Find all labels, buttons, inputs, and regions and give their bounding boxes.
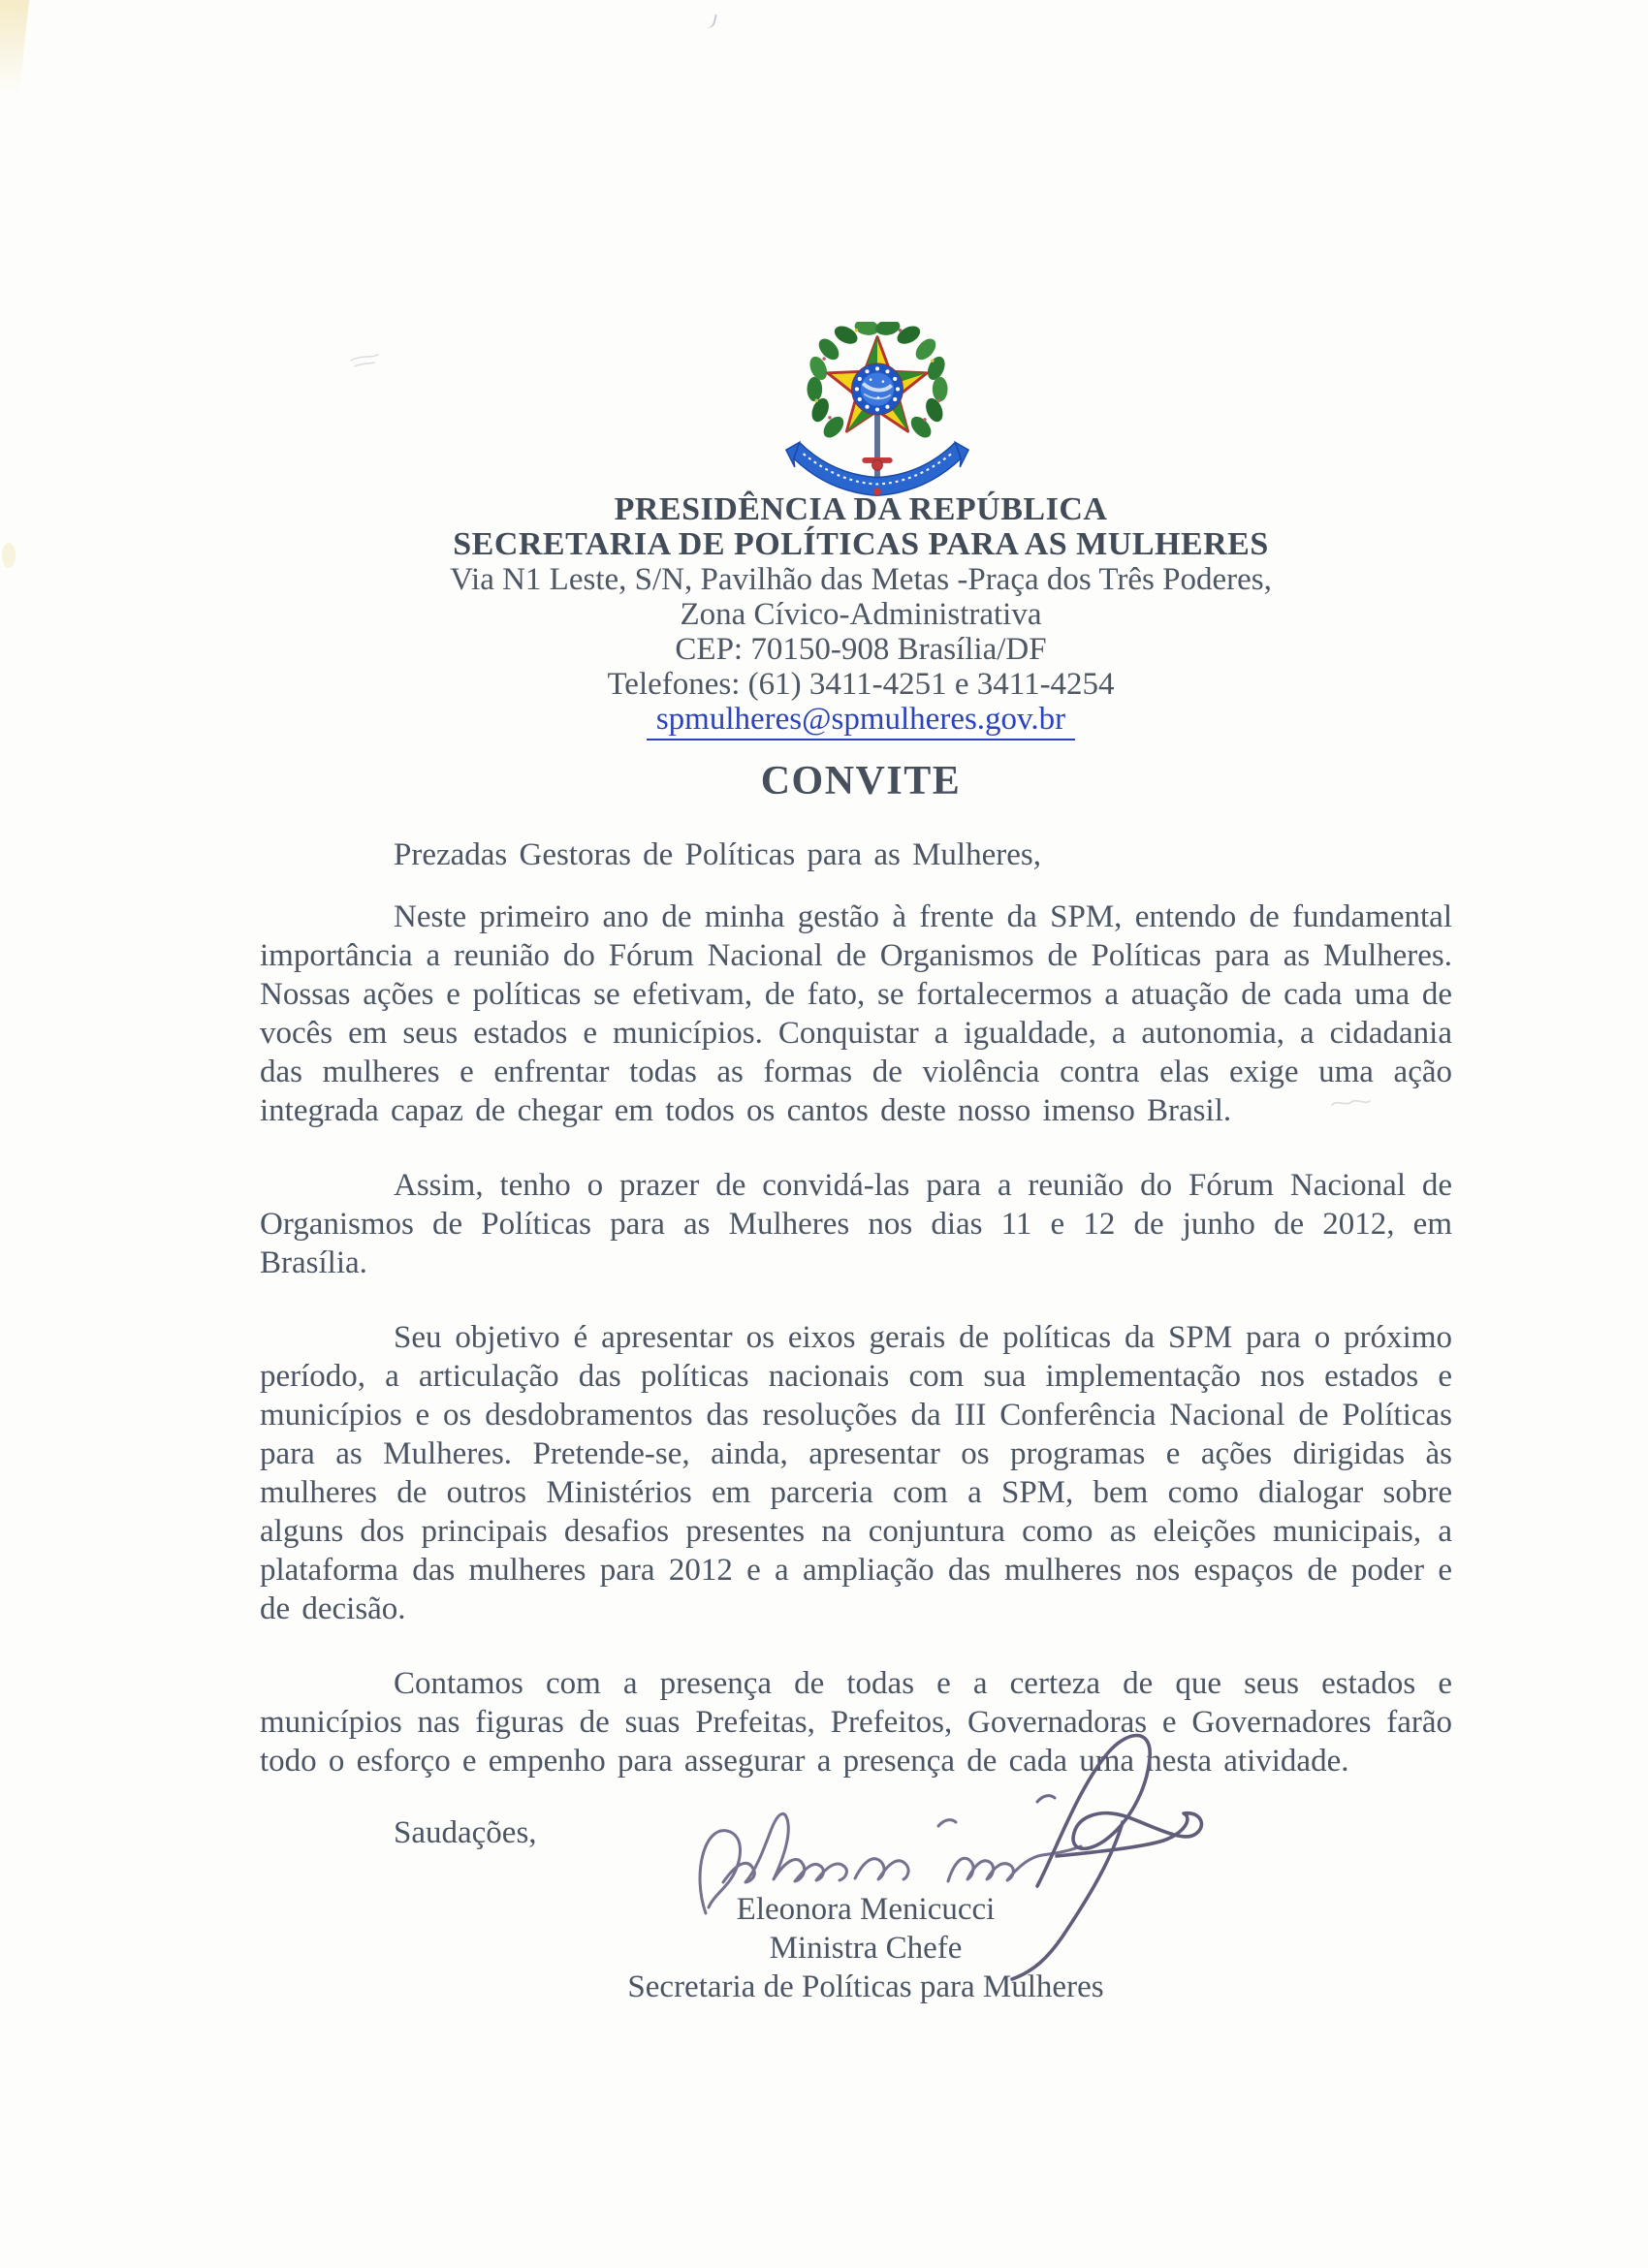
org-name-line1: PRESIDÊNCIA DA REPÚBLICA <box>614 491 1108 527</box>
signer-role: Ministra Chefe <box>769 1931 963 1966</box>
address-line1: Via N1 Leste, S/N, Pavilhão das Metas -Praça dos Três Poderes, <box>450 562 1272 597</box>
email-link[interactable]: spmulheres@spmulheres.gov.br <box>647 702 1075 740</box>
paragraph-4: Contamos com a presença de todas e a certeza de que seus estados e municípios nas figuras de suas Prefeitas, Prefeitos, Governadoras e Governadores farão todo o esforço e empenho para assegurar a presença de cada uma nesta atividade. <box>260 1666 1452 1779</box>
letterhead-emblem <box>0 322 1648 502</box>
letter-title: CONVITE <box>760 759 962 803</box>
closing-salutation: Saudações, <box>394 1815 537 1850</box>
phone-line: Telefones: (61) 3411-4251 e 3411-4254 <box>607 667 1115 702</box>
scan-artifact <box>2 543 16 568</box>
salutation: Prezadas Gestoras de Políticas para as Mulheres, <box>394 837 1041 872</box>
scan-artifact <box>0 0 30 119</box>
scan-artifact <box>706 13 717 29</box>
handwritten-signature-icon <box>553 1708 1221 2028</box>
paragraph-3: Seu objetivo é apresentar os eixos gerais de políticas da SPM para o próximo período, a articulação das políticas nacionais com sua implementação nos estados e municípios e os desdobramentos das resoluções da III Conferência Nacional de Políticas para as Mulheres. Pretende-se, ainda, apresentar os programas e ações dirigidas às mulheres de outros Ministérios em parceria com a SPM, bem como dialogar sobre alguns dos principais desafios presentes na conjuntura como as eleições municipais, a plataforma das mulheres para 2012 e a ampliação das mulheres nos espaços de poder e de decisão. <box>260 1320 1452 1626</box>
paragraph-1: Neste primeiro ano de minha gestão à frente da SPM, entendo de fundamental importância a reunião do Fórum Nacional de Organismos de Políticas para as Mulheres. Nossas ações e políticas se efetivam, de fato, se fortalecermos a atuação de cada uma de vocês em seus estados e municípios. Conquistar a igualdade, a autonomia, a cidadania das mulheres e enfrentar todas as formas de violência contra elas exige uma ação integrada capaz de chegar em todos os cantos deste nosso imenso Brasil. <box>260 899 1452 1128</box>
address-line2: Zona Cívico-Administrativa <box>680 597 1042 632</box>
letter-body <box>260 835 1452 1852</box>
signer-org: Secretaria de Políticas para Mulheres <box>627 1969 1104 2004</box>
signer-name: Eleonora Menicucci <box>736 1892 996 1927</box>
paragraph-2: Assim, tenho o prazer de convidá-las para a reunião do Fórum Nacional de Organismos de Políticas para as Mulheres nos dias 11 e 12 de junho de 2012, em Brasília. <box>260 1168 1452 1280</box>
org-name-line2: SECRETARIA DE POLÍTICAS PARA AS MULHERES <box>453 526 1269 562</box>
address-line3: CEP: 70150-908 Brasília/DF <box>675 632 1047 667</box>
brazil-coat-of-arms-icon <box>782 322 972 502</box>
